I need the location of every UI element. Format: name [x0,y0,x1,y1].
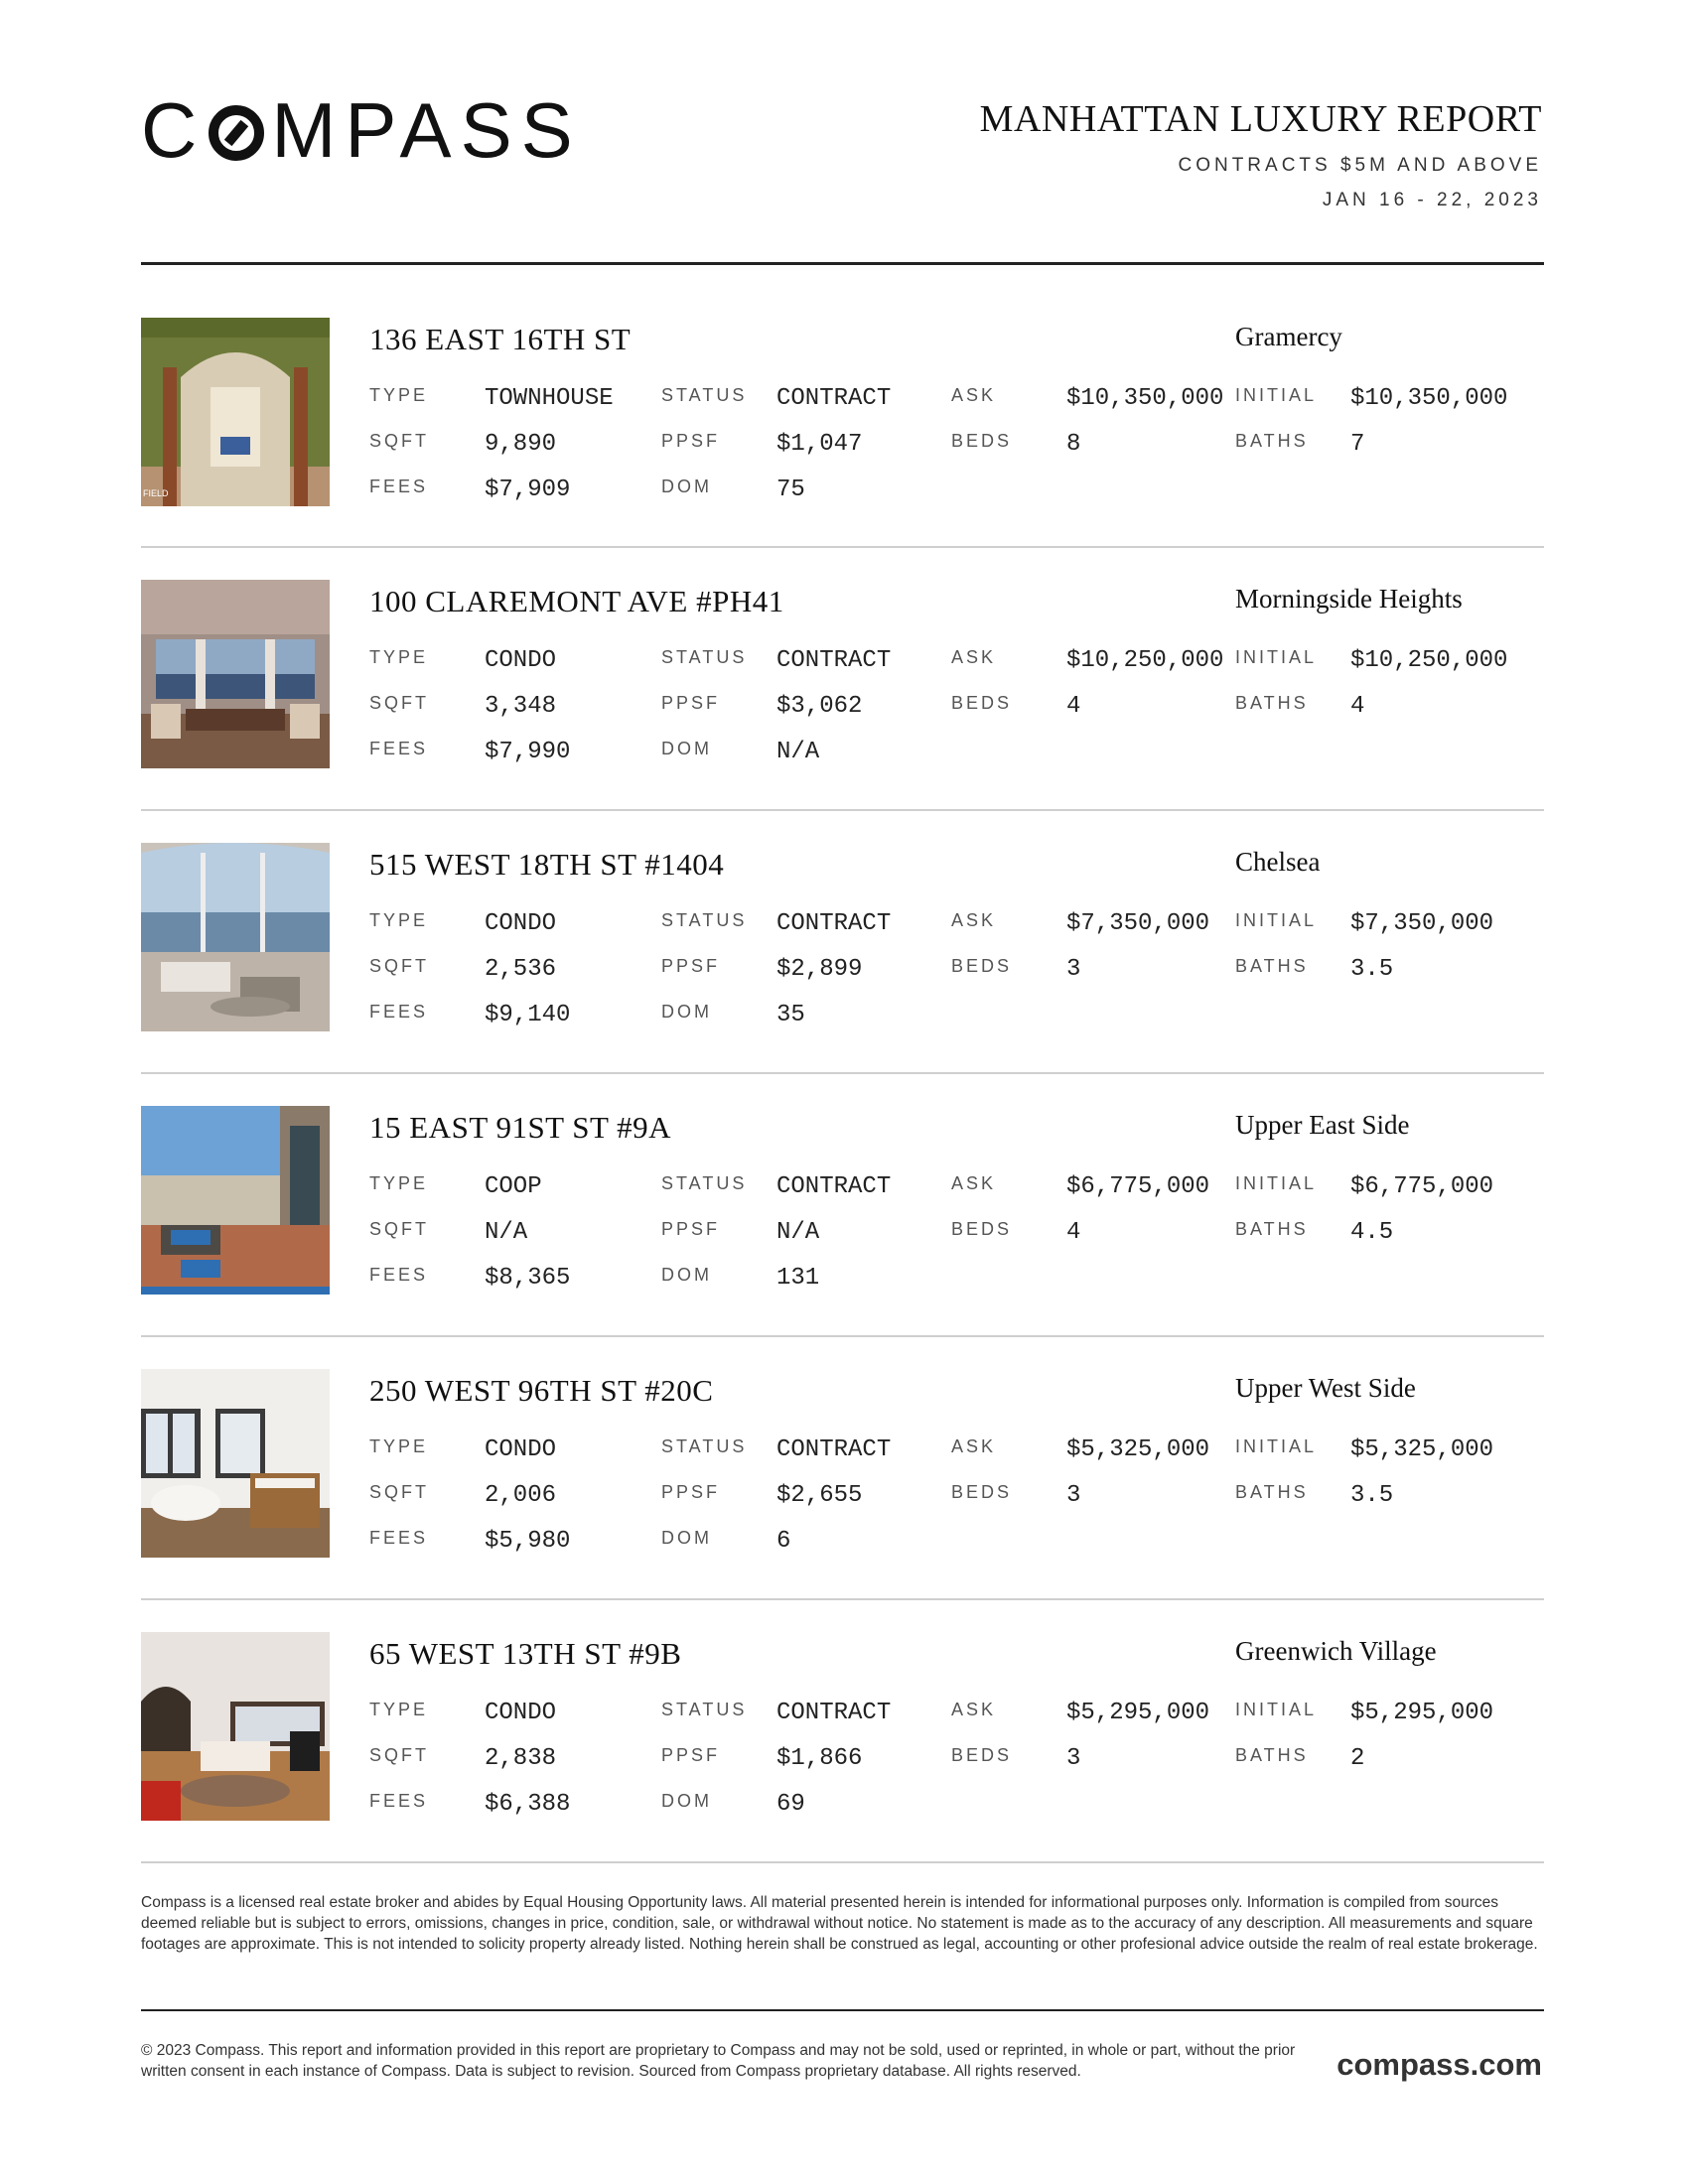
sqft-label: SQFT [369,956,429,976]
listing-card [141,1632,1544,1821]
sqft-label: SQFT [369,693,429,713]
baths-label: BATHS [1235,1219,1309,1239]
listing-photo [141,843,330,1031]
ppsf-value: $2,655 [776,1482,863,1509]
listing-card [141,580,1544,768]
listing-neighborhood: Morningside Heights [1235,584,1463,614]
fees-value: $8,365 [485,1265,571,1292]
copyright-text: © 2023 Compass. This report and information provided in this report are proprietary to Compass and may not be sold, used or reprinted, in whole or part, without the prior written consent in each instance of Compass. Data is subject to revision. Sourced from Compass proprietary database. All rights reserved. [141,2042,1296,2080]
type-label: TYPE [369,385,429,405]
beds-value: 3 [1066,956,1081,983]
sqft-label: SQFT [369,1482,429,1502]
sqft-value: 3,348 [485,693,557,720]
ppsf-label: PPSF [661,1219,721,1239]
baths-value: 3.5 [1350,956,1394,983]
listing-photo [141,1632,330,1821]
header-divider [141,262,1544,265]
row-divider [141,1861,1544,1863]
type-value: COOP [485,1173,542,1200]
website-link[interactable]: compass.com [1336,2047,1542,2082]
baths-value: 2 [1350,1745,1365,1772]
dom-label: DOM [661,739,712,758]
initial-value: $5,325,000 [1350,1436,1494,1463]
sqft-value: 2,536 [485,956,557,983]
initial-label: INITIAL [1235,1173,1318,1193]
ask-value: $10,250,000 [1066,647,1224,674]
fees-label: FEES [369,1791,429,1811]
row-divider [141,1598,1544,1600]
report-subtitle: CONTRACTS $5M AND ABOVE [1178,155,1542,176]
status-label: STATUS [661,385,748,405]
initial-label: INITIAL [1235,910,1318,930]
type-label: TYPE [369,910,429,930]
type-value: CONDO [485,647,557,674]
dom-label: DOM [661,1265,712,1285]
status-label: STATUS [661,647,748,667]
initial-label: INITIAL [1235,1436,1318,1456]
listing-photo [141,580,330,768]
ppsf-value: N/A [776,1219,820,1246]
beds-label: BEDS [951,956,1013,976]
beds-value: 3 [1066,1482,1081,1509]
status-value: CONTRACT [776,1173,892,1200]
ppsf-label: PPSF [661,956,721,976]
beds-label: BEDS [951,693,1013,713]
fees-value: $7,909 [485,477,571,503]
status-value: CONTRACT [776,1700,892,1726]
listing-neighborhood: Gramercy [1235,322,1342,351]
ppsf-label: PPSF [661,693,721,713]
sqft-value: 2,006 [485,1482,557,1509]
listing-card [141,1369,1544,1558]
listing-card [141,1106,1544,1295]
photo-watermark: FIELD [143,488,169,498]
listing-neighborhood: Upper East Side [1235,1110,1410,1140]
type-value: CONDO [485,1700,557,1726]
baths-label: BATHS [1235,693,1309,713]
compass-logo: C MPASS [141,86,582,174]
type-value: TOWNHOUSE [485,385,614,412]
ppsf-value: $1,047 [776,431,863,458]
row-divider [141,809,1544,811]
baths-value: 3.5 [1350,1482,1394,1509]
ask-value: $5,325,000 [1066,1436,1210,1463]
initial-value: $10,350,000 [1350,385,1508,412]
beds-value: 4 [1066,693,1081,720]
listing-address: 136 EAST 16TH ST [369,322,632,356]
type-value: CONDO [485,1436,557,1463]
report-title: MANHATTAN LUXURY REPORT [979,98,1542,140]
initial-label: INITIAL [1235,647,1318,667]
dom-label: DOM [661,477,712,496]
sqft-value: 9,890 [485,431,557,458]
dom-value: 131 [776,1265,820,1292]
ask-value: $7,350,000 [1066,910,1210,937]
listing-neighborhood: Upper West Side [1235,1373,1416,1403]
ask-value: $10,350,000 [1066,385,1224,412]
fees-value: $5,980 [485,1528,571,1555]
beds-label: BEDS [951,1219,1013,1239]
status-value: CONTRACT [776,910,892,937]
dom-value: 6 [776,1528,791,1555]
report-date-range: JAN 16 - 22, 2023 [1322,190,1542,210]
row-divider [141,546,1544,548]
initial-value: $5,295,000 [1350,1700,1494,1726]
sqft-value: N/A [485,1219,528,1246]
fees-label: FEES [369,1528,429,1548]
dom-label: DOM [661,1002,712,1022]
ask-value: $6,775,000 [1066,1173,1210,1200]
dom-label: DOM [661,1791,712,1811]
status-label: STATUS [661,1436,748,1456]
fees-label: FEES [369,1002,429,1022]
ppsf-value: $2,899 [776,956,863,983]
dom-value: N/A [776,739,820,765]
type-label: TYPE [369,1700,429,1719]
status-label: STATUS [661,1173,748,1193]
type-label: TYPE [369,647,429,667]
initial-label: INITIAL [1235,385,1318,405]
dom-value: 35 [776,1002,805,1028]
beds-value: 3 [1066,1745,1081,1772]
beds-label: BEDS [951,431,1013,451]
baths-label: BATHS [1235,1482,1309,1502]
baths-value: 4.5 [1350,1219,1394,1246]
listing-address: 250 WEST 96TH ST #20C [369,1373,714,1408]
listing-neighborhood: Chelsea [1235,847,1321,877]
listing-address: 515 WEST 18TH ST #1404 [369,847,725,882]
fees-value: $7,990 [485,739,571,765]
beds-label: BEDS [951,1482,1013,1502]
beds-value: 4 [1066,1219,1081,1246]
listing-address: 100 CLAREMONT AVE #PH41 [369,584,784,618]
baths-label: BATHS [1235,956,1309,976]
initial-label: INITIAL [1235,1700,1318,1719]
ppsf-label: PPSF [661,431,721,451]
listing-photo [141,318,330,506]
ask-label: ASK [951,910,997,930]
baths-value: 7 [1350,431,1365,458]
sqft-value: 2,838 [485,1745,557,1772]
status-label: STATUS [661,910,748,930]
type-label: TYPE [369,1436,429,1456]
baths-value: 4 [1350,693,1365,720]
type-value: CONDO [485,910,557,937]
status-label: STATUS [661,1700,748,1719]
ppsf-value: $1,866 [776,1745,863,1772]
initial-value: $10,250,000 [1350,647,1508,674]
sqft-label: SQFT [369,1219,429,1239]
baths-label: BATHS [1235,431,1309,451]
type-label: TYPE [369,1173,429,1193]
row-divider [141,1335,1544,1337]
fees-value: $9,140 [485,1002,571,1028]
dom-value: 75 [776,477,805,503]
status-value: CONTRACT [776,385,892,412]
ppsf-label: PPSF [661,1482,721,1502]
beds-value: 8 [1066,431,1081,458]
listing-address: 65 WEST 13TH ST #9B [369,1636,682,1671]
beds-label: BEDS [951,1745,1013,1765]
initial-value: $6,775,000 [1350,1173,1494,1200]
compass-logo-o-icon [209,105,264,161]
dom-label: DOM [661,1528,712,1548]
status-value: CONTRACT [776,647,892,674]
sqft-label: SQFT [369,431,429,451]
ask-label: ASK [951,1700,997,1719]
listing-photo [141,1369,330,1558]
listing-neighborhood: Greenwich Village [1235,1636,1437,1666]
fees-label: FEES [369,477,429,496]
row-divider [141,1072,1544,1074]
sqft-label: SQFT [369,1745,429,1765]
ppsf-label: PPSF [661,1745,721,1765]
fees-label: FEES [369,739,429,758]
baths-label: BATHS [1235,1745,1309,1765]
listing-address: 15 EAST 91ST ST #9A [369,1110,672,1145]
ask-label: ASK [951,1436,997,1456]
footer-divider [141,2009,1544,2011]
ask-label: ASK [951,385,997,405]
listing-photo [141,1106,330,1295]
ask-value: $5,295,000 [1066,1700,1210,1726]
fees-value: $6,388 [485,1791,571,1818]
disclaimer-text: Compass is a licensed real estate broker and abides by Equal Housing Opportunity laws. All material presented herein is intended for informational purposes only. Information is compiled from sources deemed reliable but is subject to errors, omissions, changes in price, condition, sale, or withdrawal without notice. No statement is made as to the accuracy of any description. All measurements and square footages are approximate. This is not intended to solicity property already listed. Nothing herein shall be construed as legal, accounting or other profesional advice outside the realm of real estate brokerage. [141,1894,1538,1953]
fees-label: FEES [369,1265,429,1285]
listing-card [141,318,1544,506]
ppsf-value: $3,062 [776,693,863,720]
ask-label: ASK [951,1173,997,1193]
status-value: CONTRACT [776,1436,892,1463]
initial-value: $7,350,000 [1350,910,1494,937]
ask-label: ASK [951,647,997,667]
dom-value: 69 [776,1791,805,1818]
listing-card [141,843,1544,1031]
